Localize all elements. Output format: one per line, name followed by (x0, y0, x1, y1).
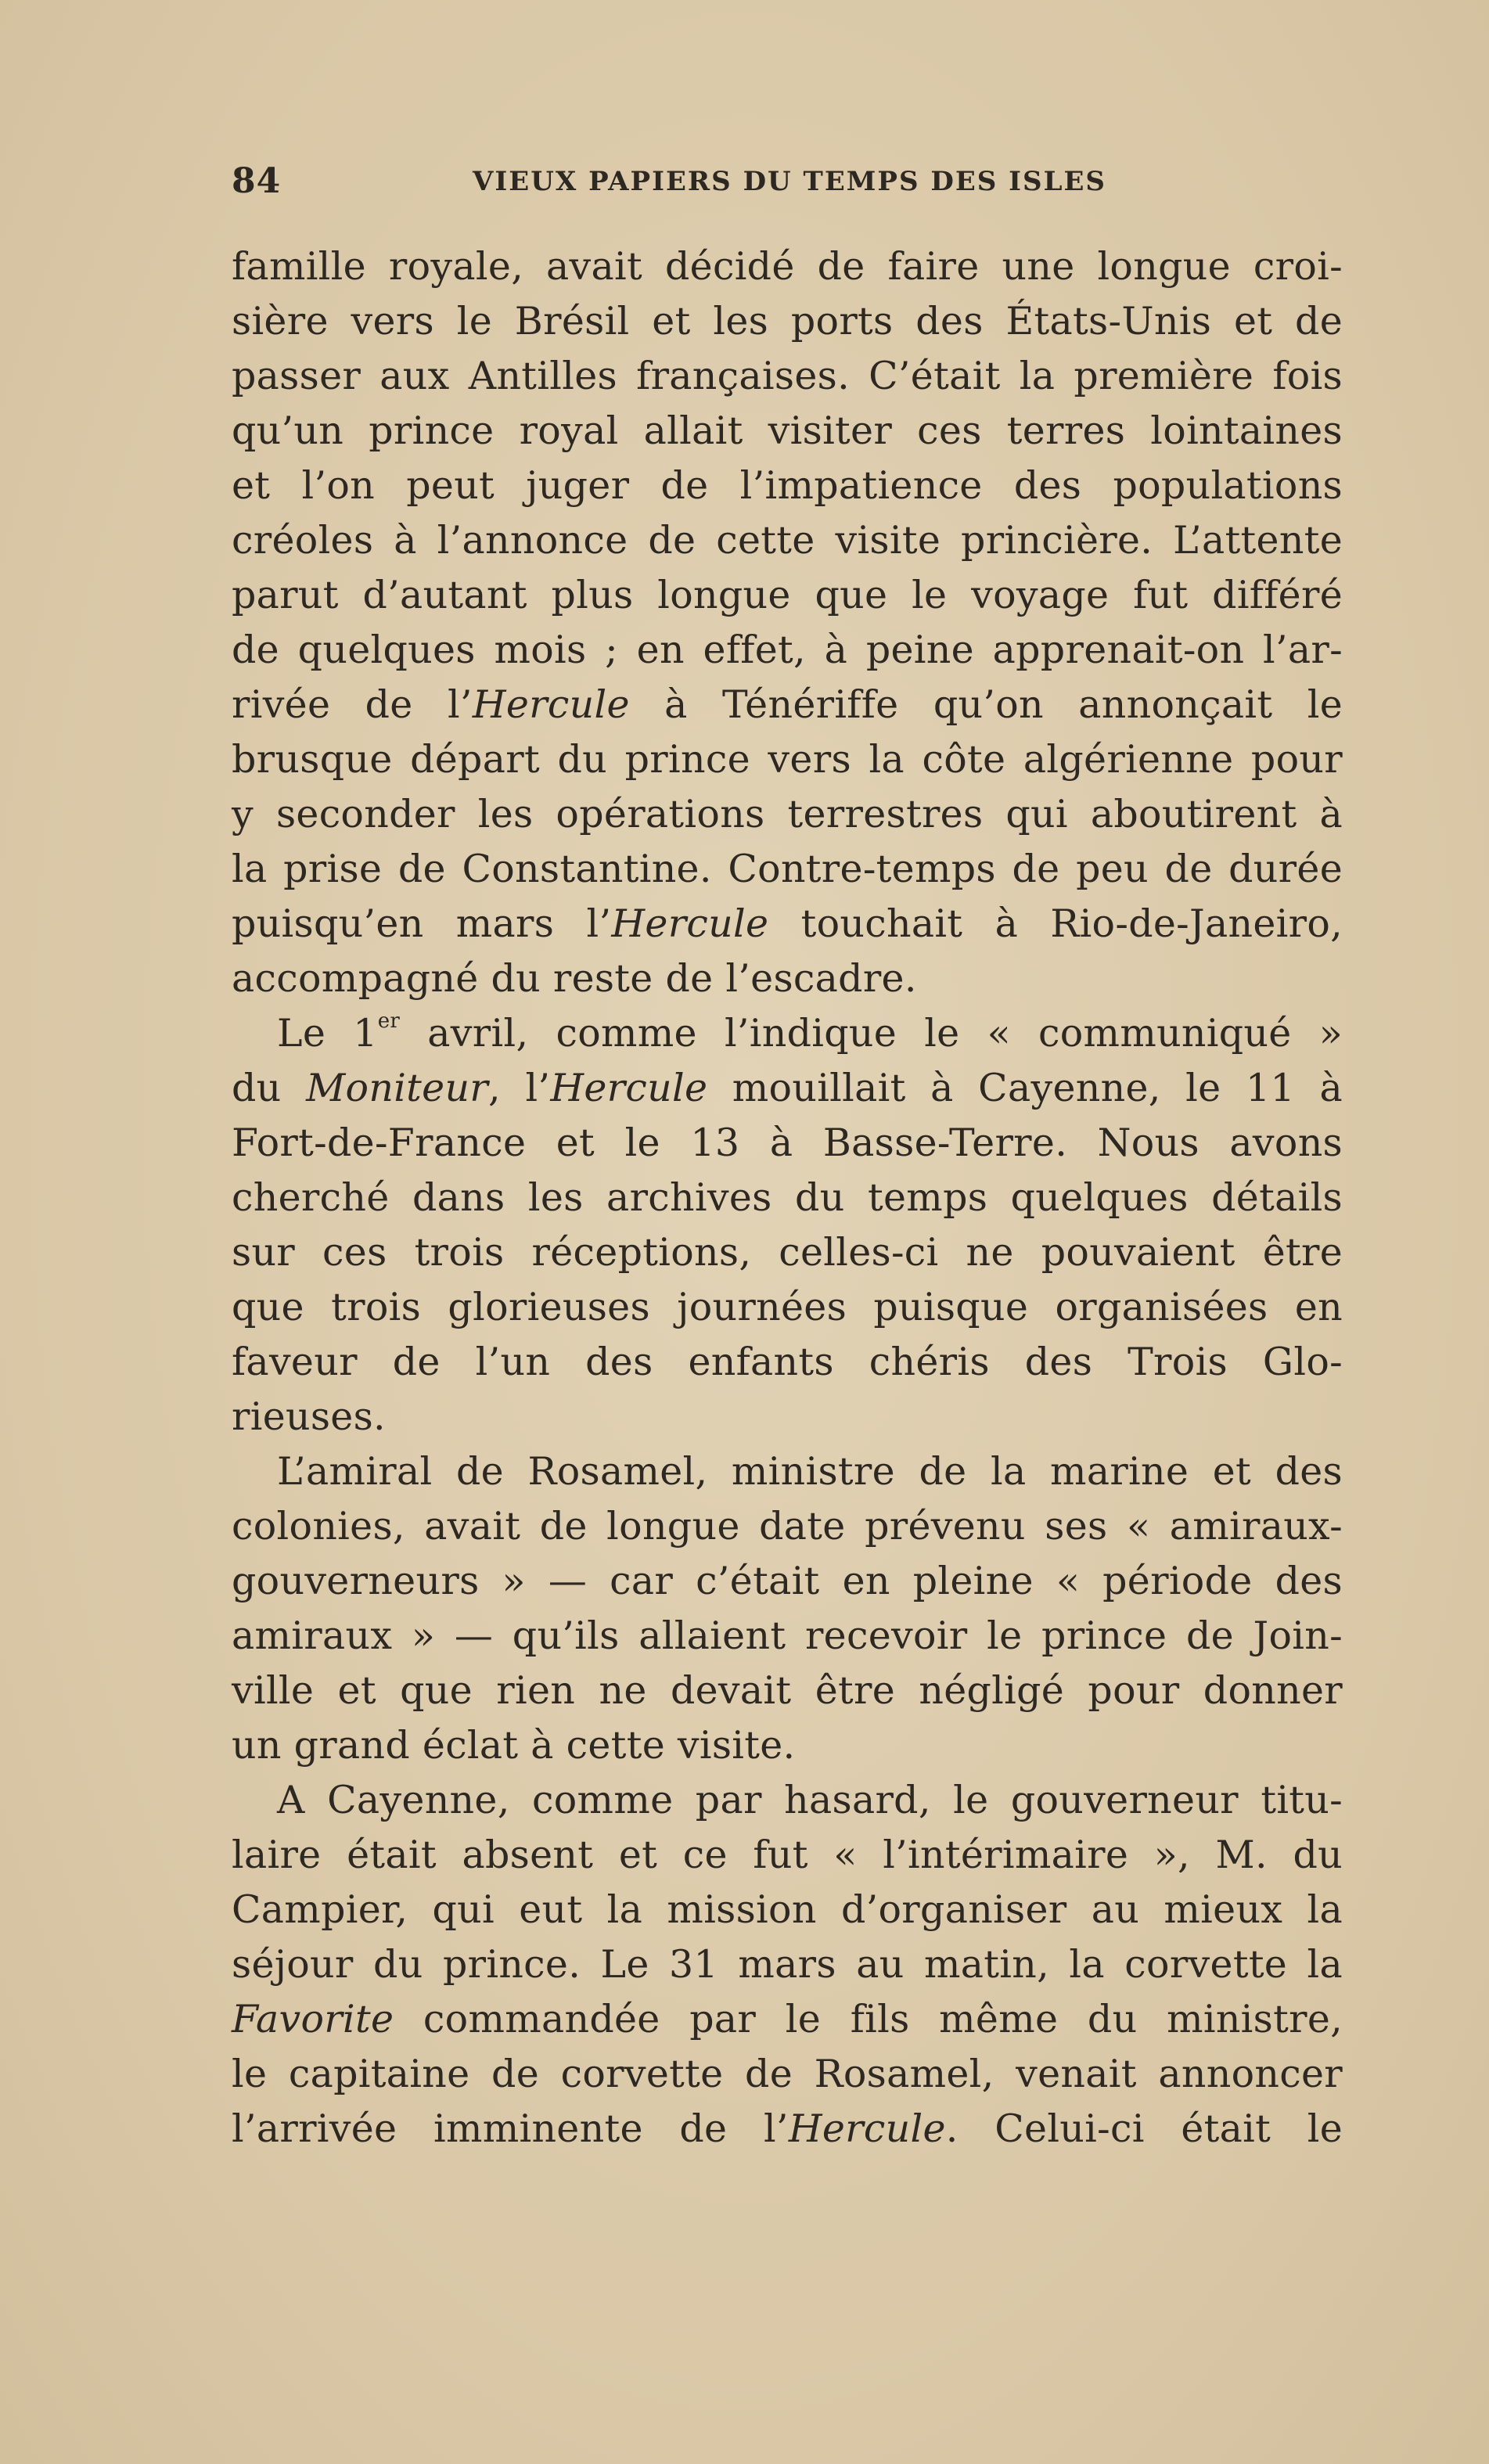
text-fragment: commandée par le fils même du ministre, (394, 1997, 1343, 2041)
text-fragment: . Celui-ci était le (945, 2106, 1343, 2151)
text-fragment: la prise de Constantine. Contre-temps de peu de durée (232, 847, 1343, 891)
text-line (232, 1828, 1343, 1883)
text-fragment: séjour du prince. Le 31 mars au matin, la corvette la (232, 1942, 1343, 1987)
text-fragment: cherché dans les archives du temps quelques détails (232, 1175, 1343, 1220)
text-fragment: le capitaine de corvette de Rosamel, venait annoncer (232, 2052, 1343, 2096)
text-fragment: ville et que rien ne devait être négligé pour donner (232, 1668, 1343, 1713)
text-line (232, 897, 1343, 951)
superscript: er (377, 1009, 401, 1033)
text-line (232, 951, 1343, 1006)
text-line (232, 1280, 1343, 1335)
text-fragment: famille royale, avait décidé de faire une longue croi- (232, 244, 1343, 289)
running-title: VIEUX PAPIERS DU TEMPS DES ISLES (473, 166, 1106, 197)
text-fragment: sur ces trois réceptions, celles-ci ne pouvaient être (232, 1230, 1343, 1275)
text-line (232, 1171, 1343, 1225)
text-line (232, 1664, 1343, 1718)
text-line (232, 1883, 1343, 1937)
text-fragment: que trois glorieuses journées puisque organisées en (232, 1285, 1343, 1329)
text-fragment: , l’ (488, 1066, 551, 1110)
text-fragment: gouverneurs » — car c’était en pleine « période des (232, 1559, 1343, 1603)
text-fragment: Le 1 (277, 1011, 378, 1056)
italic-text: Hercule (472, 682, 630, 727)
text-fragment: accompagné du reste de l’escadre. (232, 956, 917, 1001)
text-fragment: créoles à l’annonce de cette visite princière. L’attente (232, 518, 1343, 563)
text-line (232, 1499, 1343, 1554)
text-line (232, 294, 1343, 349)
text-line (232, 349, 1343, 404)
text-fragment: et l’on peut juger de l’impatience des populations (232, 463, 1343, 508)
text-fragment: colonies, avait de longue date prévenu ses « amiraux- (232, 1504, 1343, 1549)
text-line (232, 459, 1343, 513)
italic-text: Favorite (232, 1997, 394, 2041)
italic-text: Hercule (611, 901, 769, 946)
text-line (232, 1335, 1343, 1390)
text-fragment: à Ténériffe qu’on annonçait le (629, 682, 1343, 727)
text-line (232, 1992, 1343, 2047)
text-fragment: de quelques mois ; en effet, à peine apprenait-on l’ar- (232, 628, 1343, 672)
text-fragment: passer aux Antilles françaises. C’était la première fois (232, 354, 1343, 398)
text-fragment: touchait à Rio-de-Janeiro, (768, 901, 1343, 946)
text-line (232, 787, 1343, 842)
text-line (232, 1609, 1343, 1664)
italic-text: Hercule (550, 1066, 708, 1110)
text-fragment: brusque départ du prince vers la côte algérienne pour (232, 737, 1343, 782)
text-line (232, 842, 1343, 897)
text-line (232, 239, 1343, 294)
text-line (232, 1061, 1343, 1116)
text-line (232, 568, 1343, 623)
text-line (232, 1006, 1343, 1061)
text-fragment: parut d’autant plus longue que le voyage fut différé (232, 573, 1343, 617)
text-fragment: Campier, qui eut la mission d’organiser au mieux la (232, 1887, 1343, 1932)
text-line (232, 623, 1343, 678)
page-number: 84 (232, 161, 282, 201)
text-line (232, 1718, 1343, 1773)
text-fragment: un grand éclat à cette visite. (232, 1723, 796, 1768)
text-line (232, 1225, 1343, 1280)
text-line (232, 732, 1343, 787)
text-fragment: du (232, 1066, 307, 1110)
body-text (232, 239, 1343, 2156)
text-line (232, 2047, 1343, 2102)
running-head (232, 161, 1343, 208)
text-fragment: mouillait à Cayenne, le 11 à (707, 1066, 1343, 1110)
text-line (232, 1444, 1343, 1499)
text-fragment: faveur de l’un des enfants chéris des Trois Glo- (232, 1340, 1343, 1384)
text-line (232, 513, 1343, 568)
text-fragment: amiraux » — qu’ils allaient recevoir le prince de Join- (232, 1613, 1343, 1658)
text-fragment: l’arrivée imminente de l’ (232, 2106, 789, 2151)
text-fragment: y seconder les opérations terrestres qui aboutirent à (232, 792, 1343, 836)
text-line (232, 1390, 1343, 1444)
text-line (232, 2102, 1343, 2156)
text-line (232, 1937, 1343, 1992)
text-line (232, 1554, 1343, 1609)
text-fragment: Fort-de-France et le 13 à Basse-Terre. Nous avons (232, 1120, 1343, 1165)
text-fragment: A Cayenne, comme par hasard, le gouverneur titu- (277, 1778, 1343, 1822)
text-fragment: avril, comme l’indique le « communiqué » (400, 1011, 1343, 1056)
italic-text: Hercule (788, 2106, 946, 2151)
text-line (232, 1773, 1343, 1828)
text-fragment: sière vers le Brésil et les ports des États-Unis et de (232, 299, 1343, 344)
text-fragment: rieuses. (232, 1394, 386, 1439)
text-fragment: qu’un prince royal allait visiter ces terres lointaines (232, 408, 1343, 453)
text-line (232, 1116, 1343, 1171)
text-fragment: rivée de l’ (232, 682, 473, 727)
text-line (232, 404, 1343, 459)
text-fragment: puisqu’en mars l’ (232, 901, 612, 946)
text-fragment: laire était absent et ce fut « l’intérimaire », M. du (232, 1833, 1343, 1877)
italic-text: Moniteur (306, 1066, 489, 1110)
text-fragment: L’amiral de Rosamel, ministre de la marine et des (277, 1449, 1343, 1494)
text-line (232, 678, 1343, 732)
